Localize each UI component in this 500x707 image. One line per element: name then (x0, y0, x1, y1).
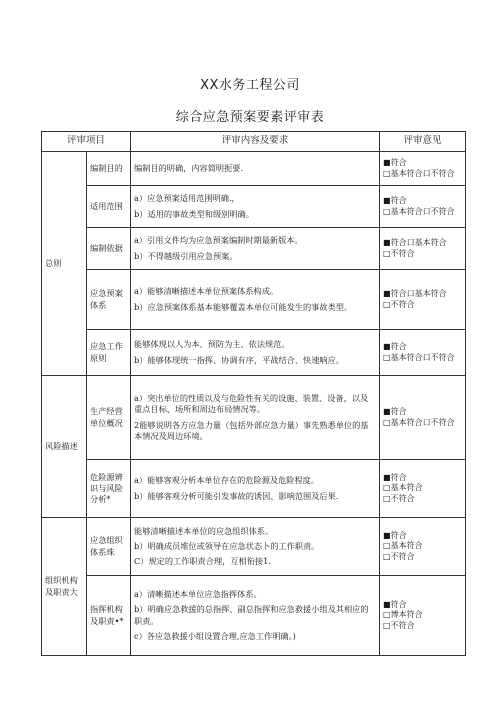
opinion-line: ■符合 (383, 158, 407, 168)
content-line: b）能够体现统一指挥、协调有序，平战结合、快速响应。 (134, 354, 344, 365)
opinion-line: ■符合 (383, 530, 407, 540)
opinion-cell (380, 270, 466, 330)
content-line: b）适用的事故类型和级别明确。 (134, 208, 254, 219)
opinion-line: □基本符合口不符合 (383, 206, 455, 216)
opinion-line: ■符合 (383, 342, 407, 352)
opinion-line: □不符合 (383, 620, 415, 630)
content-line: b）不得越级引用应急预案。 (134, 250, 238, 261)
opinion-line: □不符合 (383, 248, 415, 258)
content-line: b）明确应急救援的总指挥、副总指挥和应急救援小组及其相应的职责。 (134, 604, 369, 626)
table-row (42, 228, 466, 270)
opinion-line: □博本符合 (383, 610, 423, 620)
table-row (42, 152, 466, 186)
item-name-cell: 危险源辨识与风险分析* (87, 460, 131, 518)
opinion-cell (380, 460, 466, 518)
opinion-line: ■符合口基本符合 (383, 238, 447, 248)
opinion-line: □不符合 (383, 493, 415, 503)
content-line: a）清晰描述本单位应急指挥体系。 (134, 589, 262, 600)
opinion-line: □基本符合口不符合 (383, 417, 455, 427)
opinion-cell (380, 152, 466, 186)
opinion-cell (380, 228, 466, 270)
opinion-line: ■符合 (383, 472, 407, 482)
content-line: 能够体现以人为本、预防为主、依法规范。 (134, 339, 290, 350)
opinion-cell (380, 330, 466, 376)
item-name-cell: 编制目的 (87, 152, 131, 186)
item-name-cell: 编制依据 (87, 228, 131, 270)
opinion-line: □基本符合 (383, 541, 423, 551)
content-cell (131, 576, 380, 656)
content-line: c）各应急救援小组设置合理,应急工作明确。) (134, 630, 296, 641)
content-line: a）能够客观分析本单位存在的危险源及危险程度。 (134, 475, 320, 486)
opinion-line: ■符合 (383, 599, 407, 609)
category-cell: 总则 (42, 152, 87, 376)
column-header-content: 评审内容及要求 (131, 132, 380, 152)
opinion-line: □基本符合口不符合 (383, 352, 455, 362)
item-name-cell: 指挥机构及职责•* (87, 576, 131, 656)
column-header-item: 评审项目 (42, 132, 131, 152)
opinion-cell (380, 376, 466, 460)
content-cell (131, 186, 380, 228)
content-cell (131, 460, 380, 518)
company-name: XX水务工程公司 (200, 78, 300, 93)
content-line: C）规定的工作职责合理，互相衔接1. (134, 556, 271, 567)
content-cell (131, 518, 380, 576)
content-line: b）应急预案体系基本能够覆盖本单位可能发生的事故类型。 (134, 301, 353, 312)
table-row (42, 376, 466, 460)
content-line: a）应急预案适用范围明确.， (134, 193, 240, 204)
content-cell (131, 152, 380, 186)
opinion-line: ■符合口基本符合 (383, 289, 447, 299)
item-name-cell: 生产经营单位概况 (87, 376, 131, 460)
opinion-line: □基本符合口不符合 (383, 168, 455, 178)
table-row (42, 186, 466, 228)
content-cell (131, 330, 380, 376)
item-name-cell: 适用范围 (87, 186, 131, 228)
table-row (42, 576, 466, 656)
table-row (42, 330, 466, 376)
opinion-line: □不符合 (383, 299, 415, 309)
item-name-cell: 应急组织体系珠 (87, 518, 131, 576)
category-cell: 组织机构及职责大 (42, 518, 87, 656)
table-row (42, 270, 466, 330)
content-cell (131, 270, 380, 330)
content-line: 能够清晰描述本单位的应急组织体系。 (134, 525, 274, 536)
content-line: a）能够清晰描述本单位预案体系构成。 (134, 286, 279, 297)
content-cell (131, 376, 380, 460)
column-header-opinion: 评审意见 (380, 132, 466, 152)
content-line: a）引用文件均为应急预案编制时期最新版本。 (134, 235, 303, 246)
table-row (42, 518, 466, 576)
table-body (42, 152, 466, 656)
opinion-cell (380, 576, 466, 656)
opinion-cell (380, 186, 466, 228)
table-row (42, 460, 466, 518)
opinion-line: ■符合 (383, 407, 407, 417)
opinion-line: □基本符合 (383, 483, 423, 493)
review-table (41, 131, 466, 656)
content-line: 2能够说明各方应急力量（包括外部应急力量）事先熟悉单位的基本情况及周边环境。 (134, 419, 369, 441)
document-title: 综合应急预案要素评审表 (175, 110, 325, 125)
opinion-line: □不符合 (383, 551, 415, 561)
content-cell (131, 228, 380, 270)
content-line: 编制目的明确，内容简明扼要. (134, 162, 244, 173)
opinion-cell (380, 518, 466, 576)
content-line: b）明确成员堆位或领导在应急状态卜的工作职责。 (134, 540, 320, 551)
content-line: a）突出单位的性质以及与危险性有关的设施、装置、设备，以及重点目标、场所和周边布局情况等。 (134, 393, 369, 415)
category-cell: 风险描述 (42, 376, 87, 518)
item-name-cell: 应急预案体系 (87, 270, 131, 330)
content-line: b）能够客观分析可能引发事故的诱因、影响范围及后果. (134, 490, 339, 501)
table-header-row (42, 132, 466, 152)
item-name-cell: 应急工作原则 (87, 330, 131, 376)
opinion-line: ■符合 (383, 196, 407, 206)
